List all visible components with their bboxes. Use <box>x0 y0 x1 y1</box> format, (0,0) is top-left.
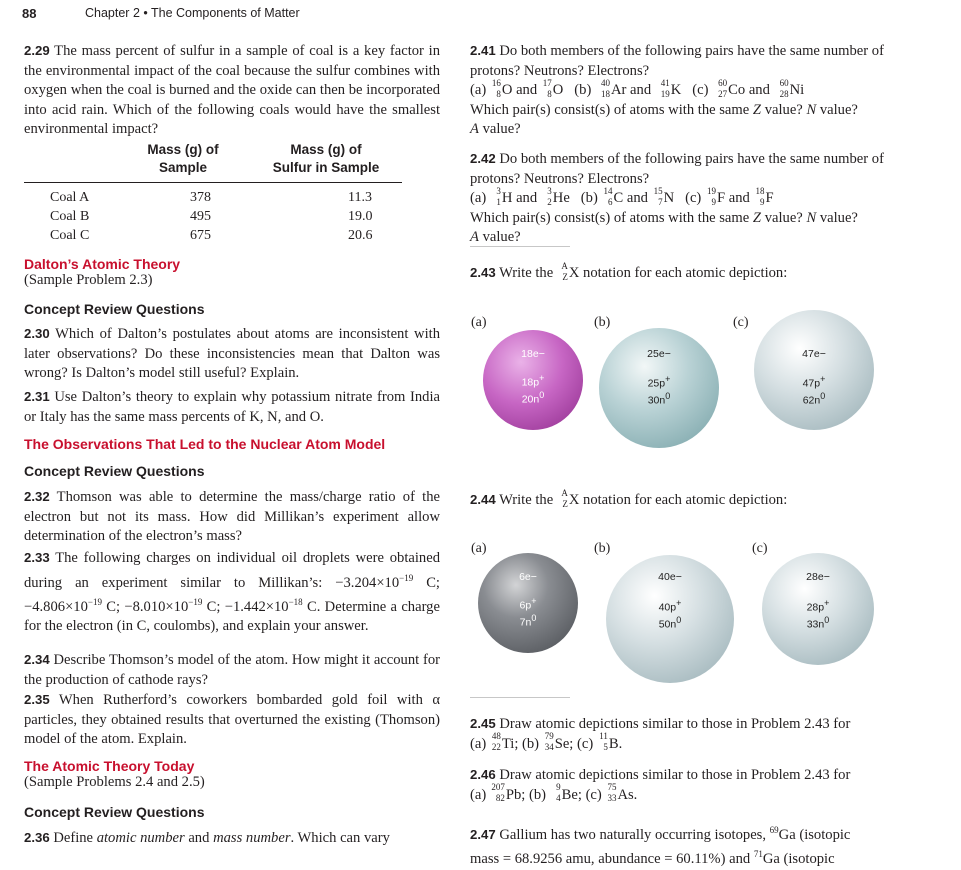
problem-2-42: 2.42 Do both members of the following pairs have the same number of protons? Neutrons? Electrons? (a) 3 1 H and 3 2 He (b) 14 6 C and 15 7 N (c) 19 9 F and 18 9 F Which pair(s) consist(s) of atoms with the same Z value? N value? A value? <box>470 151 884 245</box>
atom-sphere: 28e− 28p+ $33n^0$ <box>762 553 874 665</box>
atom-sphere: 47e− 47p+ $62n^0$ <box>754 310 874 430</box>
problem-2-43: 2.43 Write the A Z X notation for each atomic depiction: <box>470 260 788 282</box>
divider <box>470 697 570 698</box>
section-subtitle: (Sample Problem 2.3) <box>24 272 153 288</box>
coal-table <box>24 140 412 178</box>
header-mass-sulfur: Mass (g) of Sulfur in Sample <box>272 142 380 175</box>
atom-label: (c) <box>752 541 768 556</box>
problem-2-33: 2.33 The following charges on individual oil droplets were obtained during an experiment similar to Millikan’s: $-3.204\times 10^{-19}$ C; $-4.806\times 10^{-19}$ C; $-8.010\times 10^{-19}$ C; $-1.442\times 10^{-18}$ C. Determine a charge for the electron (in C, coulombs), and explain your answer. <box>24 550 441 635</box>
concept-review-heading: Concept Review Questions <box>24 463 205 479</box>
problem-2-34: 2.34 Describe Thomson’s model of the atom. How might it account for the production of cathode rays? <box>24 652 440 688</box>
table-row: Coal A 378 11.3 <box>50 190 372 205</box>
atom-sphere: 25e− 25p+ $30n^0$ <box>599 328 719 448</box>
atom-label: (a) <box>471 541 487 556</box>
atom-sphere: 18e− 18p+ $20n^0$ <box>483 330 583 430</box>
problem-2-36: 2.36 Define atomic number and mass number. Which can vary <box>24 830 390 846</box>
atom-sphere: 40e− 40p+ $50n^0$ <box>606 555 734 683</box>
header-mass-sample: Mass (g) of Sample <box>147 142 219 175</box>
atom-sphere: 6e− 6p+ $7n^0$ <box>478 553 578 653</box>
problem-2-35: 2.35 When Rutherford’s coworkers bombarded gold foil with α particles, they obtained results that overturned the existing (Thomson) model of the atom. Explain. <box>24 692 440 747</box>
atom-label: (a) <box>471 315 487 330</box>
problem-2-41: 2.41 Do both members of the following pairs have the same number of protons? Neutrons? Electrons? (a) 16 8 O and 17 8 O (b) 40 18 Ar and 41 19 K (c) 60 27 Co and 60 28 Ni Which pair(s) consist(s) of atoms with the same Z value? N value? A value? <box>470 43 884 137</box>
problem-number: 2.29 <box>24 43 50 58</box>
coal-table-body <box>24 188 404 245</box>
problem-2-32: 2.32 Thomson was able to determine the mass/charge ratio of the electron but not its mass. How did Millikan’s experiment allow determination of the electron’s mass? <box>24 489 441 544</box>
divider <box>470 246 570 247</box>
problem-2-31: 2.31 Use Dalton’s theory to explain why potassium nitrate from India or Italy has the same mass percents of K, N, and O. <box>24 389 440 425</box>
problem-2-45: 2.45 Draw atomic depictions similar to those in Problem 2.43 for (a) 48 22 Ti; (b) 79 34 Se; (c) 11 5 B. <box>470 716 851 753</box>
atom-label: (b) <box>594 541 611 556</box>
problem-2-29 <box>24 41 440 140</box>
concept-review-heading: Concept Review Questions <box>24 301 205 317</box>
section-today: The Atomic Theory Today (Sample Problems 2.4 and 2.5) <box>24 758 205 790</box>
table-rule <box>24 182 402 183</box>
chapter-title: Chapter 2 • The Components of Matter <box>85 6 300 20</box>
atom-label: (c) <box>733 315 749 330</box>
table-row: Coal C 675 20.6 <box>50 228 373 243</box>
problem-2-44: 2.44 Write the A Z X notation for each atomic depiction: <box>470 487 788 509</box>
table-row: Coal B 495 19.0 <box>50 209 373 224</box>
page-header <box>0 0 961 28</box>
section-title: Dalton’s Atomic Theory <box>24 256 181 272</box>
atom-label: (b) <box>594 315 611 330</box>
section-dalton <box>24 256 440 289</box>
problem-2-30: 2.30 Which of Dalton’s postulates about atoms are inconsistent with later observations? Do these inconsistencies mean that Dalton was wrong? Is Dalton’s model still useful? Explain. <box>24 326 441 381</box>
problem-2-46: 2.46 Draw atomic depictions similar to those in Problem 2.43 for (a) 207 82 Pb; (b) 9 4 Be; (c) 75 33 As. <box>470 767 851 804</box>
section-nuclear: The Observations That Led to the Nuclear Atom Model <box>24 436 386 452</box>
problem-text: The mass percent of sulfur in a sample of coal is a key factor in the environmental impact of the coal because the sulfur combines with oxygen when the coal is burned and the oxide can then be incorporated into acid rain. Which of the following coals would have the smallest environmental impact? <box>24 43 441 137</box>
page-number: 88 <box>22 6 37 21</box>
problem-2-47: 2.47 Gallium has two naturally occurring isotopes, $^{69}$Ga (isotopic mass = 68.9256 amu, abundance = 60.11%) and $^{71}$Ga (isotopic <box>470 825 851 868</box>
concept-review-heading: Concept Review Questions <box>24 804 205 820</box>
